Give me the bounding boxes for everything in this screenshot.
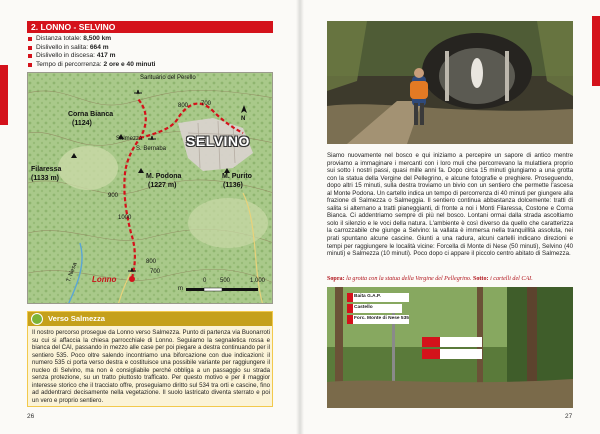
scale-tick-0: 0 bbox=[203, 278, 207, 284]
contour-700: 700 bbox=[201, 101, 212, 107]
hiker-icon bbox=[31, 313, 43, 325]
chapter-tab-left bbox=[0, 65, 8, 125]
label-podona: M. Podona bbox=[146, 173, 182, 180]
label-filaressa: Filaressa bbox=[31, 166, 62, 173]
page-number-left: 26 bbox=[27, 413, 35, 420]
label-lonno: Lonno bbox=[92, 275, 117, 284]
route-title: 2. LONNO - SELVINO bbox=[27, 21, 273, 33]
sidebar-box-text: Il nostro percorso prosegue da Lonno verso Salmezza. Punto di partenza via Buonarroti su cui si affaccia la chiesa parrocchiale di Lonno. Seguiamo la segnaletica rossa e bianca del CAI, passando in mezzo alle case per poi piegare a destra continuando per il sentiero 535. Poco oltre salendo incontriamo una biforcazione con due indicazioni: il numero 535 ci porta verso destra e costituisce una possibile variante per raggiungere il nucleo di Selvino, ma non è consigliabile perché obbliga a un passaggio su strada senza protezione, su un tratto piuttosto trafficato. Per questo motivo e per il maggior interesse storico che il tracciato offre, proseguiamo diritto sul 534 tra orti e cascine, fino ad addentrarci decisamente nella vegetazione. Il suolo lastricato diventa sterrato e poi un vero e proprio sentiero. bbox=[32, 329, 270, 404]
contour-800b: 800 bbox=[146, 259, 157, 265]
sign-castello: Castello bbox=[354, 305, 373, 310]
label-corna-bianca-quota: (1124) bbox=[72, 120, 92, 127]
stat-ascent: Dislivello in salita: 664 m bbox=[27, 44, 273, 53]
photo-grotto bbox=[327, 21, 573, 144]
scale-tick-500: 500 bbox=[220, 278, 231, 284]
svg-text:N: N bbox=[241, 116, 246, 122]
scale-unit: m bbox=[178, 286, 183, 292]
contour-700b: 700 bbox=[150, 269, 161, 275]
contour-900: 900 bbox=[108, 193, 119, 199]
sidebar-box bbox=[27, 311, 273, 407]
label-nesa: T. Nesa bbox=[66, 261, 79, 284]
contour-800: 800 bbox=[178, 103, 189, 109]
label-santuario: Santuario del Perello bbox=[140, 75, 196, 81]
label-selvino: SELVINO bbox=[186, 133, 250, 149]
label-podona-quota: (1227 m) bbox=[148, 182, 177, 189]
book-gutter bbox=[296, 0, 304, 434]
sidebar-box-header bbox=[28, 312, 272, 326]
sign-baita: Baita G.A.P. bbox=[354, 294, 381, 299]
right-body-text: Siamo nuovamente nel bosco e qui iniziamo a percepire un sapore di antico mentre proviamo a immaginare i mercanti con i loro muli che percorrevano la mulattiera proprio sui sotto i nostri passi, quasi mille anni fa. Dopo circa 15 minuti giungiamo a una grotta con la statua della Vergine del Pellegrino, e alcune fotografie e preghiere. Proseguendo, dopo altri 15 minuti, sulla destra troviamo un bivio con un sentiero che permette l'ascesa al Monte Podona. Un cartello indica un tempo di percorrenza di 40 minuti per giungere alla frazione di Salmezza o Salmeggia. Il sentiero continua abbastanza dolcemente: tratti di salita si alternano a tratti pianeggianti, di fronte a noi i Monti Filaressa, Costone e Corna Bianca. Ci addentriamo sempre di più nel bosco. Lontani ormai dalla strada ascoltiamo solo il silenzio e le voci della natura. L'ambiente è così diverso da quello che caratterizza la carrozzabile che giunge a Selvino: la vallata è immersa nella tranquillità assoluta, nei prati spuntano alcune cascine. Giunti a una radura, alcuni cartelli indicano direzioni e tempi per raggiungere le località vicine: Forcella di Monte di Nese (50 minuti), Selvino (40 minuti) e Salmezza (10 minuti). Poco dopo ci appare il piccolo centro abitato di Salmezza. bbox=[327, 152, 573, 258]
route-map bbox=[27, 72, 273, 304]
stat-descent: Dislivello in discesa: 417 m bbox=[27, 52, 273, 61]
stat-distance: Distanza totale: 8,500 km bbox=[27, 35, 273, 44]
label-filaressa-quota: (1133 m) bbox=[31, 175, 60, 182]
label-purito: M. Purito bbox=[222, 173, 252, 180]
contour-1000: 1000 bbox=[118, 215, 132, 221]
label-bernaba: S. Bernaba bbox=[136, 146, 167, 152]
route-stats bbox=[27, 35, 273, 69]
stat-time: Tempo di percorrenza: 2 ore e 40 minuti bbox=[27, 61, 273, 70]
sidebar-box-title: Verso Salmezza bbox=[48, 314, 105, 323]
page-number-right: 27 bbox=[565, 413, 573, 420]
photo-caption: Sopra: la grotta con la statua della Vergine del Pellegrino. Sotto: i cartelli del CAI. bbox=[327, 276, 533, 282]
sign-forcella: Forc. Monte di Nese 535 bbox=[354, 316, 409, 321]
scale-tick-1000: 1.000 bbox=[250, 278, 266, 284]
photo-cai-signs bbox=[327, 287, 573, 408]
label-purito-quota: (1136) bbox=[223, 182, 243, 189]
label-salmezza: Salmezza bbox=[116, 136, 143, 142]
chapter-tab-right bbox=[592, 16, 600, 86]
label-corna-bianca: Corna Bianca bbox=[68, 111, 114, 118]
